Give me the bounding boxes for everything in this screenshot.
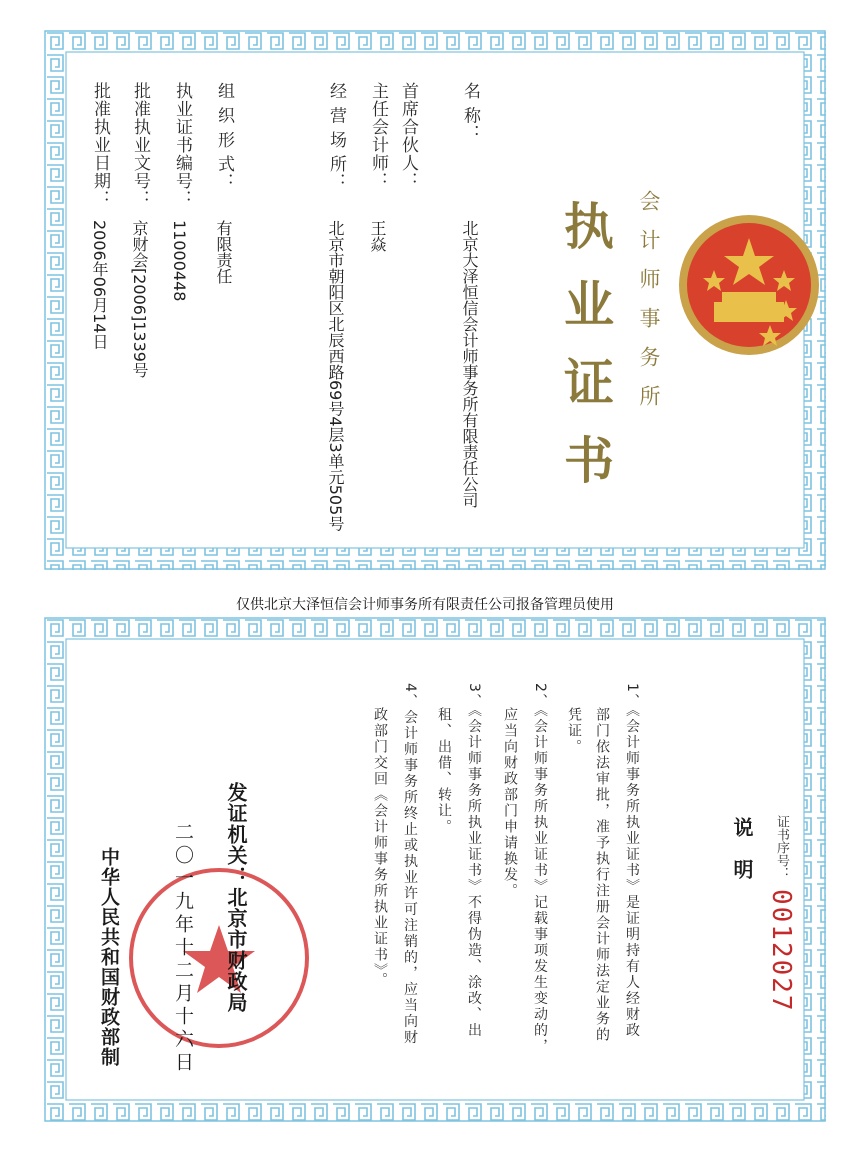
usage-watermark: 仅供北京大泽恒信会计师事务所有限责任公司报备管理员使用: [236, 596, 614, 612]
license-panel: [44, 30, 826, 570]
instruction-line: 部门依法审批，准予执行注册会计师法定业务的: [594, 707, 610, 1043]
instruction-line: 2、《会计师事务所执业证书》记载事项发生变动的，: [532, 683, 548, 1055]
org-title: 会计师事务所: [637, 190, 661, 424]
main-title: 执业证书: [556, 200, 615, 512]
instruction-line: 1、《会计师事务所执业证书》是证明持有人经财政: [624, 683, 640, 1039]
label-chief-partner: 首席合伙人：: [398, 82, 418, 190]
value-chief-accountant: 王焱: [368, 220, 387, 252]
label-name: 名 称：: [460, 82, 480, 143]
label-business-address: 经 营 场 所：: [326, 82, 346, 192]
instruction-line: 3、《会计师事务所执业证书》不得伪造、涂改、出: [466, 683, 482, 1039]
instruction-line: 凭证。: [566, 707, 582, 755]
instructions-title: 说明: [730, 817, 754, 901]
instructions-panel: [44, 617, 826, 1122]
instruction-line: 应当向财政部门申请换发。: [502, 707, 518, 899]
value-approval-date: 2006年06月14日: [90, 220, 109, 350]
value-name: 北京大泽恒信会计师事务所有限责任公司: [460, 220, 479, 508]
value-cert-number: 11000448: [170, 220, 189, 302]
official-seal-icon: [124, 863, 314, 1053]
issuing-authority: 发证机关：北京市财政局: [224, 782, 248, 1013]
value-approval-doc: 京财会[2006]1339号: [130, 220, 149, 378]
instruction-line: 政部门交回《会计师事务所执业证书》。: [372, 707, 388, 988]
label-org-form: 组 织 形 式：: [214, 82, 234, 192]
label-cert-number: 执业证书编号：: [172, 82, 192, 208]
instruction-line: 4、会计师事务所终止或执业许可注销的，应当向财: [402, 683, 418, 1046]
cert-serial-label: 证书序号：: [774, 815, 789, 880]
value-business-address: 北京市朝阳区北辰西路69号4层3单元505号: [326, 220, 345, 532]
value-org-form: 有限责任: [214, 220, 233, 284]
label-chief-accountant: 主任会计师：: [368, 82, 388, 190]
instruction-line: 租、出借、转让。: [436, 707, 452, 835]
issue-date: 二〇一九年十二月十六日: [172, 822, 194, 1075]
ministry-label: 中华人民共和国财政部制: [98, 847, 120, 1067]
national-emblem-icon: [674, 210, 824, 360]
cert-serial-number: 0012027: [766, 889, 796, 1013]
label-approval-doc: 批准执业文号：: [130, 82, 150, 208]
label-approval-date: 批准执业日期：: [90, 82, 110, 208]
